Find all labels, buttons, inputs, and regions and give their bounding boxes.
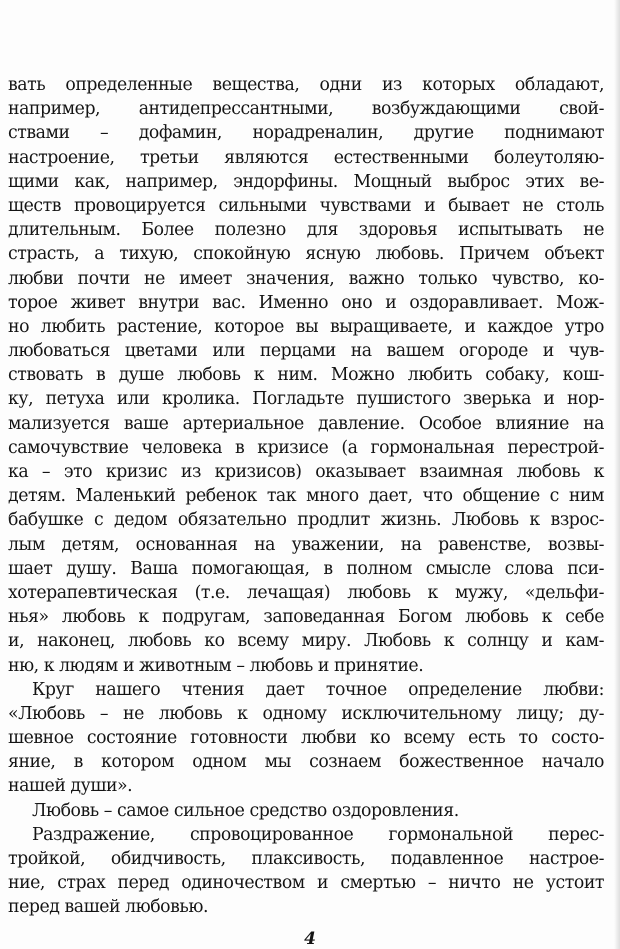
text-line: например, антидепрессантными, возбуждающими свой- bbox=[8, 99, 604, 120]
body-text bbox=[8, 73, 604, 920]
text-line: длительным. Более полезно для здоровья испытывать не bbox=[8, 220, 604, 241]
text-line: торое живет внутри вас. Именно оно и оздоравливает. Мож- bbox=[8, 292, 604, 313]
text-line: самочувствие человека в кризисе (а гормональная перестрой- bbox=[8, 437, 604, 458]
text-line: вать определенные вещества, одни из которых обладают, bbox=[8, 75, 604, 95]
text-line: яние, в котором одном мы сознаем божественное начало bbox=[8, 752, 604, 773]
text-line: ню, к людям и животным – любовь и принятие. bbox=[8, 655, 424, 676]
text-line: шевное состояние готовности любви ко всему есть то состо- bbox=[8, 728, 604, 749]
text-line: «Любовь – не любовь к одному исключительному лицу; ду- bbox=[8, 703, 604, 724]
page-edge-shadow bbox=[614, 0, 620, 949]
text-line: детям. Маленький ребенок так много дает, что общение с ним bbox=[8, 486, 604, 507]
text-line: тройкой, обидчивость, плаксивость, подавленное настрое- bbox=[8, 849, 604, 869]
page-number: 4 bbox=[304, 929, 316, 949]
text-line: лым детям, основанная на уважении, на равенстве, возвы- bbox=[8, 534, 604, 555]
text-line: щими как, например, эндорфины. Мощный выброс этих ве- bbox=[8, 171, 604, 192]
text-line: Круг нашего чтения дает точное определение любви: bbox=[32, 679, 604, 700]
text-line: ствовать в душе любовь к ним. Можно любить собаку, кош- bbox=[8, 365, 604, 386]
text-line: Раздражение, спровоцированное гормональной перес- bbox=[32, 824, 604, 845]
text-line: Любовь – самое сильное средство оздоровления. bbox=[32, 800, 459, 821]
text-line: и, наконец, любовь ко всему миру. Любовь к солнцу и кам- bbox=[8, 631, 604, 652]
text-line: любоваться цветами или перцами на вашем огороде и чув- bbox=[8, 341, 604, 362]
text-line: страсть, а тихую, спокойную ясную любовь. Причем объект bbox=[8, 244, 604, 265]
text-line: нья» любовь к подругам, заповеданная Богом любовь к себе bbox=[8, 607, 604, 628]
text-line: мализуется ваше артериальное давление. Особое влияние на bbox=[8, 413, 604, 434]
text-line: нашей души». bbox=[8, 776, 133, 797]
text-line: бабушке с дедом обязательно продлит жизнь. Любовь к взрос- bbox=[8, 510, 604, 531]
text-line: любви почти не имеет значения, важно только чувство, ко- bbox=[8, 268, 604, 289]
text-line: перед вашей любовью. bbox=[8, 897, 209, 918]
text-line: хотерапевтическая (т.е. лечащая) любовь к мужу, «дельфи- bbox=[8, 582, 604, 603]
text-line: шает душу. Ваша помогающая, в полном смысле слова пси- bbox=[8, 558, 604, 579]
text-line: настроение, третьи являются естественными болеутоляю- bbox=[8, 147, 604, 168]
text-line: ка – это кризис из кризисов) оказывает взаимная любовь к bbox=[8, 462, 604, 482]
text-line: ществ провоцируется сильными чувствами и бывает не столь bbox=[8, 195, 604, 216]
text-line: но любить растение, которое вы выращиваете, и каждое утро bbox=[8, 316, 604, 337]
text-line: ку, петуха или кролика. Погладьте пушистого зверька и нор- bbox=[8, 389, 604, 410]
text-line: ние, страх перед одиночеством и смертью – ничто не устоит bbox=[8, 873, 604, 894]
text-line: ствами – дофамин, норадреналин, другие поднимают bbox=[8, 123, 604, 144]
